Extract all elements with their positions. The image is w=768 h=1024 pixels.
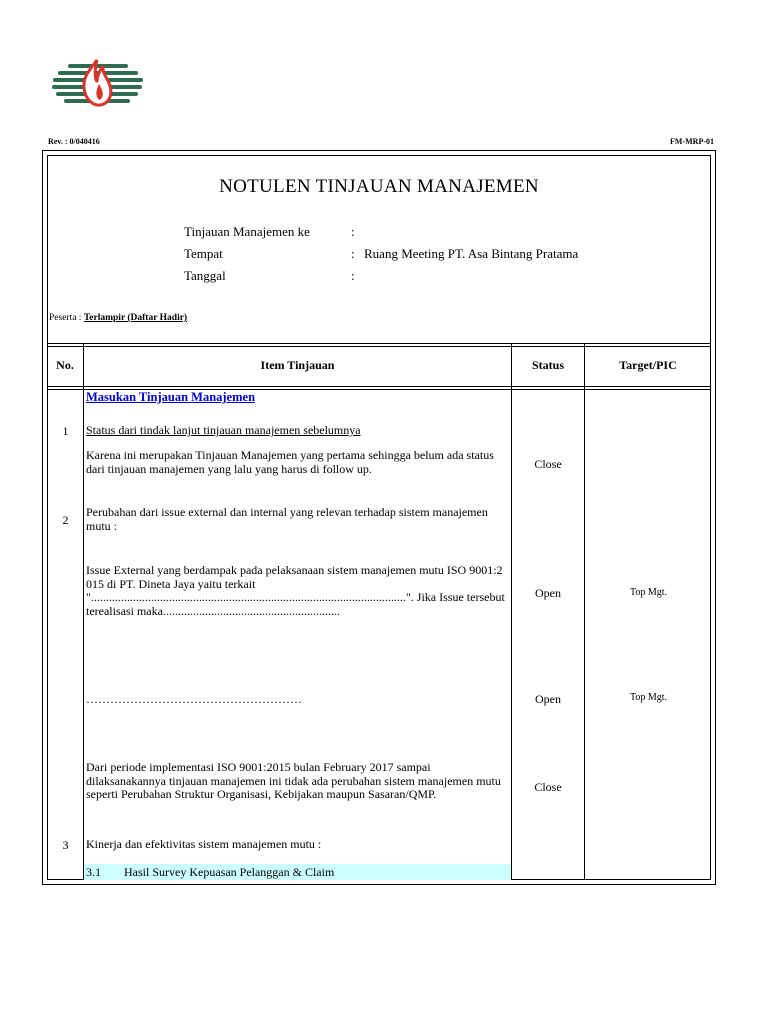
meta-colon: : bbox=[351, 224, 355, 239]
row-2-title: Perubahan dari issue external dan internal yang relevan terhadap sistem manajemen mutu : bbox=[86, 505, 488, 533]
header-target-pic: Target/PIC bbox=[619, 358, 677, 372]
row-1-title: Status dari tindak lanjut tinjauan manajemen sebelumnya bbox=[86, 423, 361, 437]
row-number-3: 3 bbox=[62, 838, 69, 852]
row-3-title: Kinerja dan efektivitas sistem manajemen mutu : bbox=[86, 837, 322, 851]
header-status: Status bbox=[531, 358, 564, 372]
row-number-2: 2 bbox=[62, 513, 69, 527]
section-heading: Masukan Tinjauan Manajemen bbox=[86, 390, 256, 404]
header-no: No. bbox=[56, 358, 74, 372]
column-divider bbox=[511, 343, 512, 880]
company-logo-icon bbox=[50, 58, 145, 110]
row-3-1 bbox=[84, 864, 511, 880]
row-2-text: Issue External yang berdampak pada pelaksanaan sistem manajemen mutu ISO 9001:2015 di PT. Dineta Jaya yaitu terkait ".........................................................................................................". Jika Issue tersebut terealisasi maka........................................................... bbox=[86, 563, 505, 618]
row-2b-status: Open bbox=[535, 692, 561, 706]
row-1-status: Close bbox=[534, 457, 562, 471]
table-header-border bbox=[47, 386, 711, 387]
row-1-text: Karena ini merupakan Tinjauan Manajemen yang pertama sehingga belum ada status dari tinjauan manajemen yang lalu yang harus di follow up. bbox=[86, 448, 494, 476]
table-top-border bbox=[47, 343, 711, 344]
meta-label-place: Tempat bbox=[184, 246, 223, 261]
row-2b-pic: Top Mgt. bbox=[629, 692, 668, 703]
meta-value-place: Ruang Meeting PT. Asa Bintang Pratama bbox=[364, 246, 579, 261]
form-number: FM-MRP-01 bbox=[670, 137, 714, 146]
meta-colon: : bbox=[351, 246, 355, 261]
revision-number: Rev. : 0/040416 bbox=[48, 137, 100, 146]
row-3-1-text: Hasil Survey Kepuasan Pelanggan & Claim bbox=[124, 865, 335, 879]
row-3-1-number: 3.1 bbox=[86, 865, 101, 879]
meta-label-review-no: Tinjauan Manajemen ke bbox=[184, 224, 310, 239]
row-2c-status: Close bbox=[534, 780, 562, 794]
row-2-pic: Top Mgt. bbox=[629, 587, 668, 598]
participants-value: Terlampir (Daftar Hadir) bbox=[83, 313, 188, 323]
row-2-status: Open bbox=[535, 586, 561, 600]
document-title: NOTULEN TINJAUAN MANAJEMEN bbox=[219, 176, 539, 197]
column-divider bbox=[584, 343, 585, 880]
row-2b-text: ……………………………………………… bbox=[86, 692, 302, 706]
meta-colon: : bbox=[351, 268, 355, 283]
participants bbox=[49, 313, 187, 323]
header-item: Item Tinjauan bbox=[260, 358, 335, 372]
row-number-1: 1 bbox=[62, 424, 69, 438]
meta-label-date: Tanggal bbox=[184, 268, 226, 283]
participants-label: Peserta : bbox=[49, 313, 82, 323]
row-2c-text: Dari periode implementasi ISO 9001:2015 bulan February 2017 sampai dilaksanakannya tinjauan manajemen ini tidak ada perubahan sistem manajemen mutu seperti Perubahan Struktur Organisasi, Kebijakan maupun Sasaran/QMP. bbox=[86, 760, 501, 801]
table-top-border-double bbox=[47, 346, 711, 347]
